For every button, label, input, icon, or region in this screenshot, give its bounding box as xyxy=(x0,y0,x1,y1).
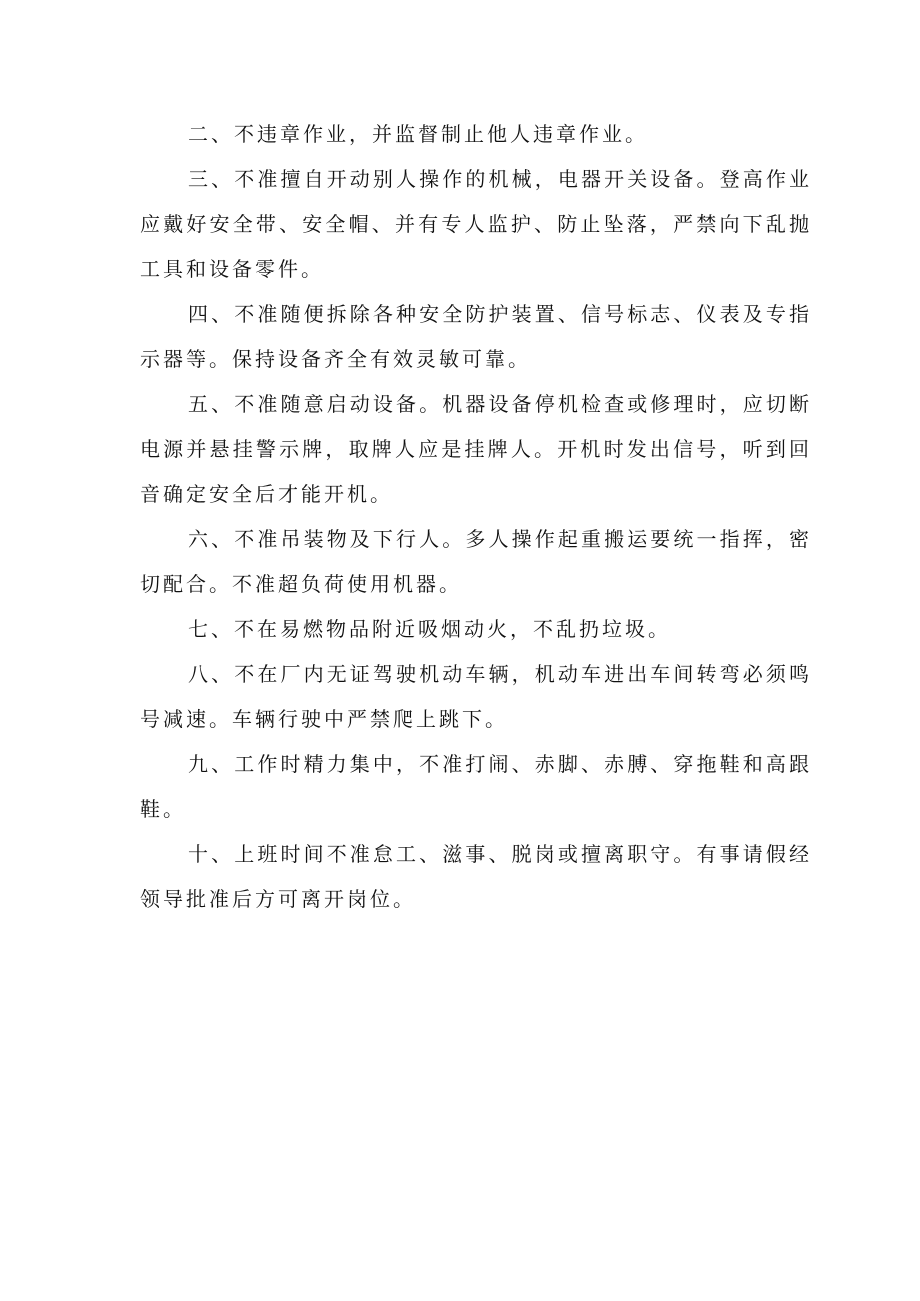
rule-6: 六、不准吊装物及下行人。多人操作起重搬运要统一指挥，密切配合。不准超负荷使用机器。 xyxy=(140,527,812,596)
rule-2: 二、不违章作业，并监督制止他人违章作业。 xyxy=(188,122,648,146)
rule-8: 八、不在厂内无证驾驶机动车辆，机动车进出车间转弯必须鸣号减速。车辆行驶中严禁爬上跳下。 xyxy=(140,662,812,731)
rule-4: 四、不准随便拆除各种安全防护装置、信号标志、仪表及专指示器等。保持设备齐全有效灵敏可靠。 xyxy=(140,302,812,371)
rule-3: 三、不准擅自开动别人操作的机械，电器开关设备。登高作业应戴好安全带、安全帽、并有专人监护、防止坠落，严禁向下乱抛工具和设备零件。 xyxy=(140,167,812,281)
rule-9: 九、工作时精力集中，不准打闹、赤脚、赤膊、穿拖鞋和高跟鞋。 xyxy=(140,752,812,821)
rule-10: 十、上班时间不准怠工、滋事、脱岗或擅离职守。有事请假经领导批准后方可离开岗位。 xyxy=(140,842,812,911)
rules-body xyxy=(140,112,812,922)
rule-7: 七、不在易燃物品附近吸烟动火，不乱扔垃圾。 xyxy=(188,617,671,641)
rule-5: 五、不准随意启动设备。机器设备停机检查或修理时，应切断电源并悬挂警示牌，取牌人应是挂牌人。开机时发出信号，听到回音确定安全后才能开机。 xyxy=(140,392,812,506)
